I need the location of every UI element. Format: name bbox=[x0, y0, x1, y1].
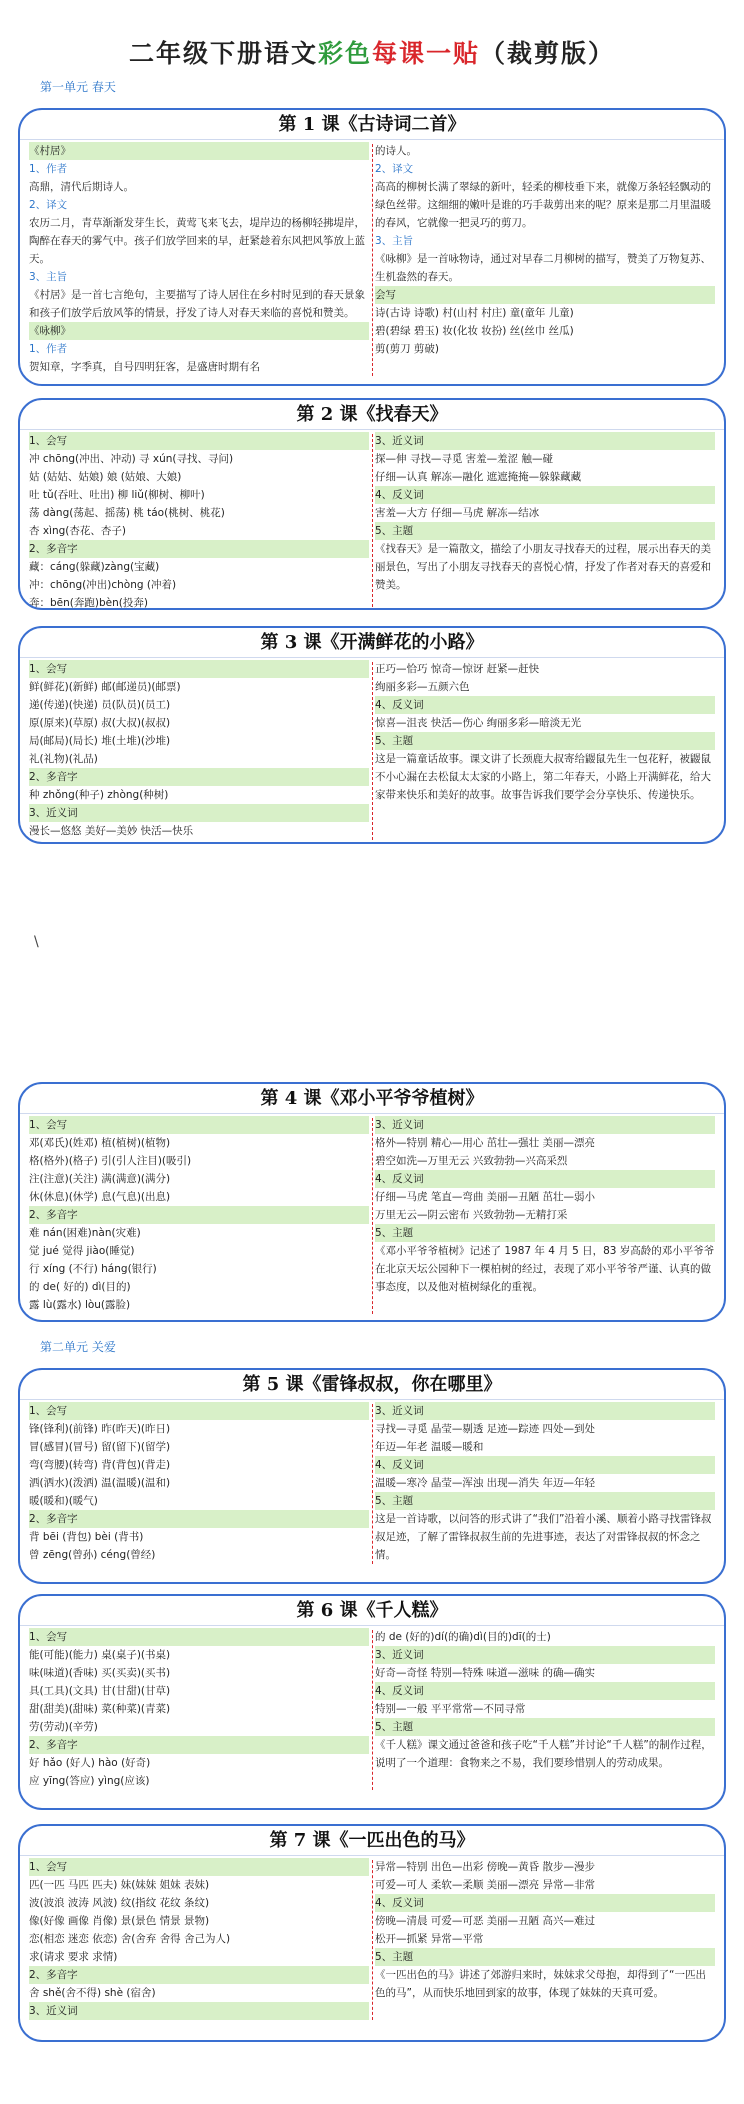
left-column bbox=[26, 1628, 372, 1790]
lesson-title: 第 1 课《古诗词二首》 bbox=[20, 110, 724, 140]
content-line: 3、主旨 bbox=[29, 271, 68, 283]
right-column bbox=[372, 142, 718, 376]
content-line: 惊喜—沮丧 快活—伤心 绚丽多彩—暗淡无光 bbox=[375, 717, 582, 729]
section-heading: 2、多音字 bbox=[29, 1510, 369, 1528]
content-line: 这是一篇童话故事。课文讲了长颈鹿大叔寄给鼹鼠先生一包花籽，被鼹鼠不小心漏在去松鼠太太家的小路上，第二年春天，小路上开满鲜花，给大家带来快乐和美好的故事。故事告诉我们要学会分享快乐、传递快乐。 bbox=[375, 753, 711, 801]
section-heading: 会写 bbox=[375, 286, 715, 304]
lesson-card bbox=[18, 108, 726, 386]
lesson-title: 第 5 课《雷锋叔叔，你在哪里》 bbox=[20, 1370, 724, 1400]
content-line: 探—伸 寻找—寻觅 害羞—羞涩 触—碰 bbox=[375, 453, 554, 465]
lesson-columns bbox=[20, 1114, 724, 1320]
section-heading: 5、主题 bbox=[375, 522, 715, 540]
content-line: 的诗人。 bbox=[375, 145, 417, 157]
section-heading: 2、多音字 bbox=[29, 1206, 369, 1224]
content-line: 异常—特别 出色—出彩 傍晚—黄昏 散步—漫步 bbox=[375, 1861, 596, 1873]
content-line: 劳(劳动)(辛劳) bbox=[29, 1721, 98, 1733]
section-heading: 2、多音字 bbox=[29, 1736, 369, 1754]
content-line: 味(味道)(香味) 买(买卖)(买书) bbox=[29, 1667, 171, 1679]
lesson-columns bbox=[20, 1400, 724, 1570]
content-line: 2、译文 bbox=[29, 199, 68, 211]
content-line: 这是一首诗歌，以问答的形式讲了“我们”沿着小溪、顺着小路寻找雷锋叔叔足迹，了解了雷锋叔叔生前的先进事迹，表达了对雷锋叔叔的怀念之情。 bbox=[375, 1513, 712, 1561]
content-line: 邓(邓氏)(姓邓) 植(植树)(植物) bbox=[29, 1137, 171, 1149]
content-line: 藏：cáng(躲藏)zàng(宝藏) bbox=[29, 561, 160, 573]
content-line: 松开—抓紧 异常—平常 bbox=[375, 1933, 484, 1945]
section-heading: 3、近义词 bbox=[375, 1646, 715, 1664]
unit-label: 第一单元 春天 bbox=[40, 80, 116, 94]
content-line: 格外—特别 精心—用心 茁壮—强壮 美丽—漂亮 bbox=[375, 1137, 596, 1149]
content-line: 好奇—奇怪 特别—特殊 味道—滋味 的确—确实 bbox=[375, 1667, 596, 1679]
content-line: 锋(锋利)(前锋) 昨(昨天)(昨日) bbox=[29, 1423, 171, 1435]
section-heading: 4、反义词 bbox=[375, 1682, 715, 1700]
section-heading: 4、反义词 bbox=[375, 1170, 715, 1188]
lesson-card bbox=[18, 398, 726, 610]
content-line: 年迈—年老 温暖—暖和 bbox=[375, 1441, 484, 1453]
section-heading: 5、主题 bbox=[375, 1492, 715, 1510]
content-line: 背 bēi (背包) bèi (背书) bbox=[29, 1531, 144, 1543]
content-line: 奔：bēn(奔跑)bèn(投奔) bbox=[29, 597, 148, 609]
content-line: 匹(一匹 马匹 匹夫) 妹(妹妹 姐妹 表妹) bbox=[29, 1879, 210, 1891]
lesson-columns bbox=[20, 430, 724, 610]
content-line: 可爱—可人 柔软—柔顺 美丽—漂亮 异常—非常 bbox=[375, 1879, 596, 1891]
section-heading: 《咏柳》 bbox=[29, 322, 369, 340]
lesson-title: 第 7 课《一匹出色的马》 bbox=[20, 1826, 724, 1856]
content-line: 注(注意)(关注) 满(满意)(满分) bbox=[29, 1173, 171, 1185]
content-line: 舍 shě(舍不得) shè (宿舍) bbox=[29, 1987, 156, 1999]
content-line: 高鼎，清代后期诗人。 bbox=[29, 181, 134, 193]
lesson-card bbox=[18, 626, 726, 844]
content-line: 1、作者 bbox=[29, 163, 68, 175]
content-line: 姑 (姑姑、姑娘) 娘 (姑娘、大娘) bbox=[29, 471, 182, 483]
section-heading: 1、会写 bbox=[29, 1628, 369, 1646]
left-column bbox=[26, 142, 372, 376]
lesson-title: 第 3 课《开满鲜花的小路》 bbox=[20, 628, 724, 658]
section-heading: 5、主题 bbox=[375, 732, 715, 750]
section-heading: 2、多音字 bbox=[29, 768, 369, 786]
left-column bbox=[26, 660, 372, 840]
left-column bbox=[26, 1402, 372, 1564]
column-divider bbox=[372, 1404, 373, 1564]
content-line: 正巧—恰巧 惊奇—惊讶 赶紧—赶快 bbox=[375, 663, 540, 675]
content-line: 特别—一般 平平常常—不同寻常 bbox=[375, 1703, 526, 1715]
content-line: 贺知章，字季真，自号四明狂客，是盛唐时期有名 bbox=[29, 361, 260, 373]
content-line: 好 hǎo (好人) hào (好奇) bbox=[29, 1757, 151, 1769]
content-line: 仔细—认真 解冻—融化 遮遮掩掩—躲躲藏藏 bbox=[375, 471, 582, 483]
content-line: 礼(礼物)(礼品) bbox=[29, 753, 98, 765]
content-line: 《村居》是一首七言绝句，主要描写了诗人居住在乡村时见到的春天景象和孩子们放学后放风筝的情景，抒发了诗人对春天来临的喜悦和赞美。 bbox=[29, 289, 365, 319]
section-heading: 5、主题 bbox=[375, 1948, 715, 1966]
content-line: 波(波浪 波涛 风波) 纹(指纹 花纹 条纹) bbox=[29, 1897, 210, 1909]
column-divider bbox=[372, 1630, 373, 1790]
section-heading: 5、主题 bbox=[375, 1718, 715, 1736]
content-line: 求(请求 要求 求情) bbox=[29, 1951, 118, 1963]
right-column bbox=[372, 432, 718, 610]
content-line: 恋(相恋 迷恋 依恋) 舍(舍弃 舍得 舍己为人) bbox=[29, 1933, 231, 1945]
content-line: 能(可能)(能力) 桌(桌子)(书桌) bbox=[29, 1649, 171, 1661]
content-line: 冒(感冒)(冒号) 留(留下)(留学) bbox=[29, 1441, 171, 1453]
content-line: 仔细—马虎 笔直—弯曲 美丽—丑陋 茁壮—弱小 bbox=[375, 1191, 596, 1203]
section-heading: 1、会写 bbox=[29, 432, 369, 450]
section-heading: 3、近义词 bbox=[29, 2002, 369, 2020]
content-line: 行 xíng (不行) háng(银行) bbox=[29, 1263, 157, 1275]
content-line: 3、主旨 bbox=[375, 235, 414, 247]
column-divider bbox=[372, 1860, 373, 2020]
content-line: 温暖—寒冷 晶莹—浑浊 出现—消失 年迈—年轻 bbox=[375, 1477, 596, 1489]
content-line: 荡 dàng(荡起、摇荡) 桃 táo(桃树、桃花) bbox=[29, 507, 225, 519]
content-line: 递(传递)(快递) 员(队员)(员工) bbox=[29, 699, 171, 711]
right-column bbox=[372, 1402, 718, 1564]
lesson-card bbox=[18, 1082, 726, 1322]
content-line: 洒(洒水)(泼洒) 温(温暖)(温和) bbox=[29, 1477, 171, 1489]
content-line: 甜(甜美)(甜味) 菜(种菜)(青菜) bbox=[29, 1703, 171, 1715]
lesson-title: 第 6 课《千人糕》 bbox=[20, 1596, 724, 1626]
content-line: 的 de (好的)dí(的确)dì(目的)dī(的士) bbox=[375, 1631, 551, 1643]
right-column bbox=[372, 1116, 718, 1314]
content-line: 曾 zēng(曾孙) céng(曾经) bbox=[29, 1549, 156, 1561]
content-line: 农历二月，青草渐渐发芽生长，黄莺飞来飞去，堤岸边的杨柳轻拂堤岸，陶醉在春天的雾气中。孩子们放学回来的早，赶紧趁着东风把风筝放上蓝天。 bbox=[29, 217, 365, 265]
content-line: 格(格外)(格子) 引(引人注目)(吸引) bbox=[29, 1155, 192, 1167]
left-column bbox=[26, 1116, 372, 1314]
content-line: 2、译文 bbox=[375, 163, 414, 175]
content-line: 寻找—寻觅 晶莹—剔透 足迹—踪迹 四处—到处 bbox=[375, 1423, 596, 1435]
left-column bbox=[26, 1858, 372, 2020]
section-heading: 3、近义词 bbox=[375, 1402, 715, 1420]
content-line: 冲 chōng(冲出、冲动) 寻 xún(寻找、寻问) bbox=[29, 453, 234, 465]
content-line: 高高的柳树长满了翠绿的新叶，轻柔的柳枝垂下来，就像万条轻轻飘动的绿色丝带。这细细的嫩叶是谁的巧手裁剪出来的呢？原来是那二月里温暖的春风，它就像一把灵巧的剪刀。 bbox=[375, 181, 711, 229]
content-line: 《咏柳》是一首咏物诗，通过对早春二月柳树的描写，赞美了万物复苏、生机盎然的春天。 bbox=[375, 253, 711, 283]
content-line: 《找春天》是一篇散文，描绘了小朋友寻找春天的过程，展示出春天的美丽景色，写出了小朋友寻找春天的喜悦心情，抒发了作者对春天的喜爱和赞美。 bbox=[375, 543, 711, 591]
content-line: 冲：chōng(冲出)chòng (冲着) bbox=[29, 579, 177, 591]
content-line: 局(邮局)(局长) 堆(土堆)(沙堆) bbox=[29, 735, 171, 747]
column-divider bbox=[372, 434, 373, 610]
section-heading: 1、会写 bbox=[29, 1402, 369, 1420]
section-heading: 4、反义词 bbox=[375, 696, 715, 714]
content-line: 原(原来)(草原) 叔(大叔)(叔叔) bbox=[29, 717, 171, 729]
content-line: 种 zhǒng(种子) zhòng(种树) bbox=[29, 789, 169, 801]
lesson-columns bbox=[20, 1626, 724, 1796]
content-line: 1、作者 bbox=[29, 343, 68, 355]
content-line: 暖(暖和)(暖气) bbox=[29, 1495, 98, 1507]
right-column bbox=[372, 1628, 718, 1790]
section-heading: 3、近义词 bbox=[375, 432, 715, 450]
content-line: 的 de( 好的) dì(目的) bbox=[29, 1281, 131, 1293]
stray-mark: \ bbox=[34, 934, 39, 950]
content-line: 《千人糕》课文通过爸爸和孩子吃“千人糕”并讨论“千人糕”的制作过程，说明了一个道理：食物来之不易，我们要珍惜别人的劳动成果。 bbox=[375, 1739, 712, 1769]
section-heading: 《村居》 bbox=[29, 142, 369, 160]
content-line: 《邓小平爷爷植树》记述了 1987 年 4 月 5 日，83 岁高龄的邓小平爷爷在北京天坛公园种下一棵柏树的经过，表现了邓小平爷爷严谨、认真的做事态度，以及他对植树绿化的重视。 bbox=[375, 1245, 715, 1293]
content-line: 鲜(鲜花)(新鲜) 邮(邮递员)(邮票) bbox=[29, 681, 181, 693]
content-line: 剪(剪刀 剪破) bbox=[375, 343, 440, 355]
lesson-columns bbox=[20, 658, 724, 844]
section-heading: 4、反义词 bbox=[375, 1456, 715, 1474]
content-line: 觉 jué 觉得 jiào(睡觉) bbox=[29, 1245, 135, 1257]
lesson-card bbox=[18, 1824, 726, 2042]
content-line: 傍晚—清晨 可爱—可恶 美丽—丑陋 高兴—难过 bbox=[375, 1915, 596, 1927]
content-line: 害羞—大方 仔细—马虎 解冻—结冰 bbox=[375, 507, 540, 519]
right-column bbox=[372, 1858, 718, 2020]
section-heading: 1、会写 bbox=[29, 660, 369, 678]
page-title: 二年级下册语文彩色每课一贴（裁剪版） bbox=[128, 39, 616, 68]
content-line: 休(休息)(休学) 息(气息)(出息) bbox=[29, 1191, 171, 1203]
left-column bbox=[26, 432, 372, 610]
section-heading: 4、反义词 bbox=[375, 486, 715, 504]
lesson-title: 第 2 课《找春天》 bbox=[20, 400, 724, 430]
content-line: 具(工具)(文具) 甘(甘甜)(甘草) bbox=[29, 1685, 171, 1697]
section-heading: 3、近义词 bbox=[29, 804, 369, 822]
content-line: 绚丽多彩—五颜六色 bbox=[375, 681, 470, 693]
content-line: 杏 xìng(杏花、杏子) bbox=[29, 525, 126, 537]
content-line: 吐 tǔ(吞吐、吐出) 柳 liǔ(柳树、柳叶) bbox=[29, 489, 205, 501]
content-line: 露 lù(露水) lòu(露脸) bbox=[29, 1299, 131, 1311]
section-heading: 1、会写 bbox=[29, 1116, 369, 1134]
content-line: 碧空如洗—万里无云 兴致勃勃—兴高采烈 bbox=[375, 1155, 568, 1167]
lesson-columns bbox=[20, 1856, 724, 2026]
section-heading: 2、多音字 bbox=[29, 540, 369, 558]
right-column bbox=[372, 660, 718, 840]
section-heading: 2、多音字 bbox=[29, 1966, 369, 1984]
content-line: 碧(碧绿 碧玉) 妆(化妆 妆扮) 丝(丝巾 丝瓜) bbox=[375, 325, 574, 337]
lesson-card bbox=[18, 1368, 726, 1584]
content-line: 弯(弯腰)(转弯) 背(背包)(背走) bbox=[29, 1459, 171, 1471]
lesson-card bbox=[18, 1594, 726, 1810]
lesson-columns bbox=[20, 140, 724, 382]
column-divider bbox=[372, 1118, 373, 1314]
section-heading: 5、主题 bbox=[375, 1224, 715, 1242]
content-line: 应 yīng(答应) yìng(应该) bbox=[29, 1775, 150, 1787]
section-heading: 1、会写 bbox=[29, 1858, 369, 1876]
content-line: 漫长—悠悠 美好—美妙 快活—快乐 bbox=[29, 825, 194, 837]
content-line: 难 nán(困难)nàn(灾难) bbox=[29, 1227, 141, 1239]
content-line: 像(好像 画像 肖像) 景(景色 情景 景物) bbox=[29, 1915, 210, 1927]
column-divider bbox=[372, 662, 373, 840]
section-heading: 3、近义词 bbox=[375, 1116, 715, 1134]
content-line: 万里无云—阴云密布 兴致勃勃—无精打采 bbox=[375, 1209, 568, 1221]
unit-label: 第二单元 关爱 bbox=[40, 1340, 116, 1354]
content-line: 诗(古诗 诗歌) 村(山村 村庄) 童(童年 儿童) bbox=[375, 307, 574, 319]
column-divider bbox=[372, 144, 373, 376]
section-heading: 4、反义词 bbox=[375, 1894, 715, 1912]
lesson-title: 第 4 课《邓小平爷爷植树》 bbox=[20, 1084, 724, 1114]
content-line: 《一匹出色的马》讲述了郊游归来时，妹妹求父母抱，却得到了“一匹出色的马”，从而快乐地回到家的故事，体现了妹妹的天真可爱。 bbox=[375, 1969, 706, 1999]
